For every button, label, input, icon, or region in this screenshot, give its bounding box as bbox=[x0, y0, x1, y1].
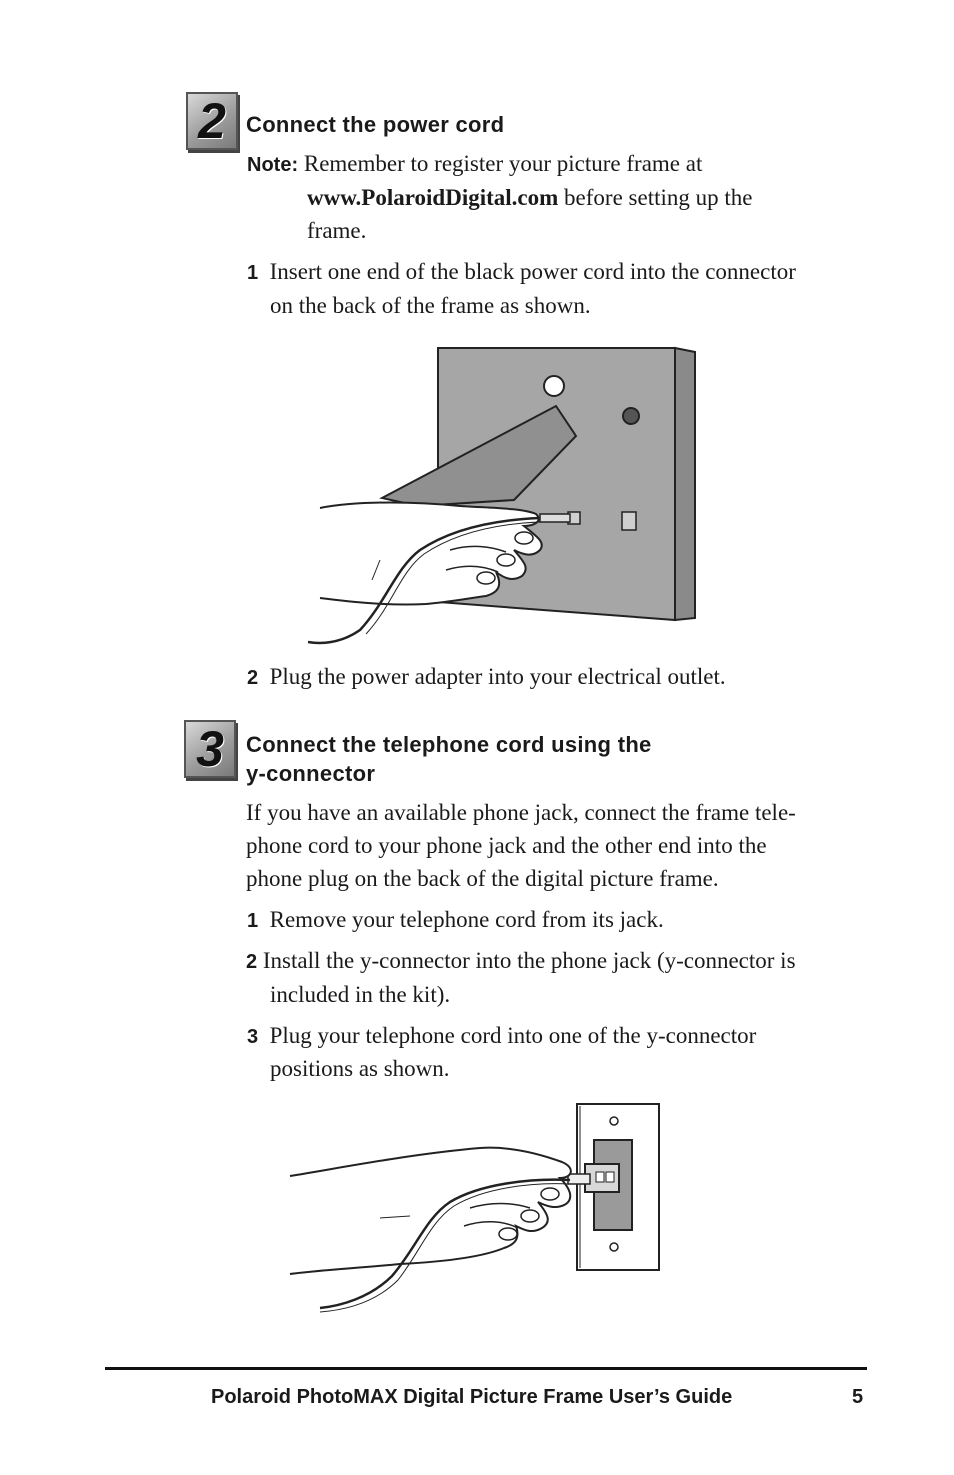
section-3-heading-line-2: y-connector bbox=[246, 761, 376, 786]
note-line-1 bbox=[247, 147, 847, 182]
s3-step-3-text-1: Plug your telephone cord into one of the y-connector bbox=[269, 1023, 757, 1048]
note-text-2: before setting up the bbox=[558, 185, 753, 210]
s2-step-1-line-2: on the back of the frame as shown. bbox=[270, 293, 591, 318]
y-connector-illustration bbox=[280, 1098, 670, 1320]
note-url-link[interactable]: www.PolaroidDigital.com bbox=[307, 185, 559, 210]
s3-step-3-number: 3 bbox=[247, 1026, 259, 1048]
section-2-heading: Connect the power cord bbox=[246, 112, 505, 137]
s3-step-1-number: 1 bbox=[247, 910, 259, 932]
s3-step-2-number: 2 bbox=[246, 951, 258, 973]
s3-step-2-line-1 bbox=[246, 944, 846, 979]
s3-step-3-line-1 bbox=[247, 1019, 847, 1054]
s3-step-3-line-2: positions as shown. bbox=[270, 1056, 450, 1081]
footer-rule bbox=[105, 1367, 867, 1370]
s3-para-line-1: If you have an available phone jack, connect the frame tele- bbox=[246, 800, 796, 825]
s3-para-line-2: phone cord to your phone jack and the other end into the bbox=[246, 833, 767, 858]
s2-step-2-number: 2 bbox=[247, 667, 259, 689]
step-3-badge bbox=[184, 720, 236, 778]
note-line-2 bbox=[307, 181, 847, 215]
s2-step-1-line-1 bbox=[247, 255, 847, 290]
s2-step-2-text: Plug the power adapter into your electrical outlet. bbox=[269, 664, 726, 689]
note-line-3: frame. bbox=[307, 218, 367, 243]
note-text-1: Remember to register your picture frame at bbox=[303, 151, 703, 176]
s2-step-1-number: 1 bbox=[247, 262, 259, 284]
s3-step-1-text: Remove your telephone cord from its jack. bbox=[269, 907, 664, 932]
s3-step-2-text-1: Install the y-connector into the phone jack (y-connector is bbox=[262, 948, 796, 973]
step-3-badge-number: 3 bbox=[196, 721, 224, 777]
power-cord-illustration bbox=[300, 340, 710, 650]
s2-step-2 bbox=[247, 660, 847, 695]
s2-step-1-text-1: Insert one end of the black power cord into the connector bbox=[269, 259, 796, 284]
footer-title: Polaroid PhotoMAX Digital Picture Frame User’s Guide bbox=[211, 1386, 733, 1408]
s3-step-2-line-2: included in the kit). bbox=[270, 982, 451, 1007]
section-3-heading-line-1: Connect the telephone cord using the bbox=[246, 732, 652, 757]
step-2-badge-number: 2 bbox=[198, 93, 226, 149]
note-label: Note: bbox=[247, 154, 299, 176]
s3-step-1 bbox=[247, 903, 847, 938]
page-number: 5 bbox=[852, 1386, 864, 1408]
step-2-badge bbox=[186, 92, 238, 150]
s3-para-line-3: phone plug on the back of the digital picture frame. bbox=[246, 866, 719, 891]
